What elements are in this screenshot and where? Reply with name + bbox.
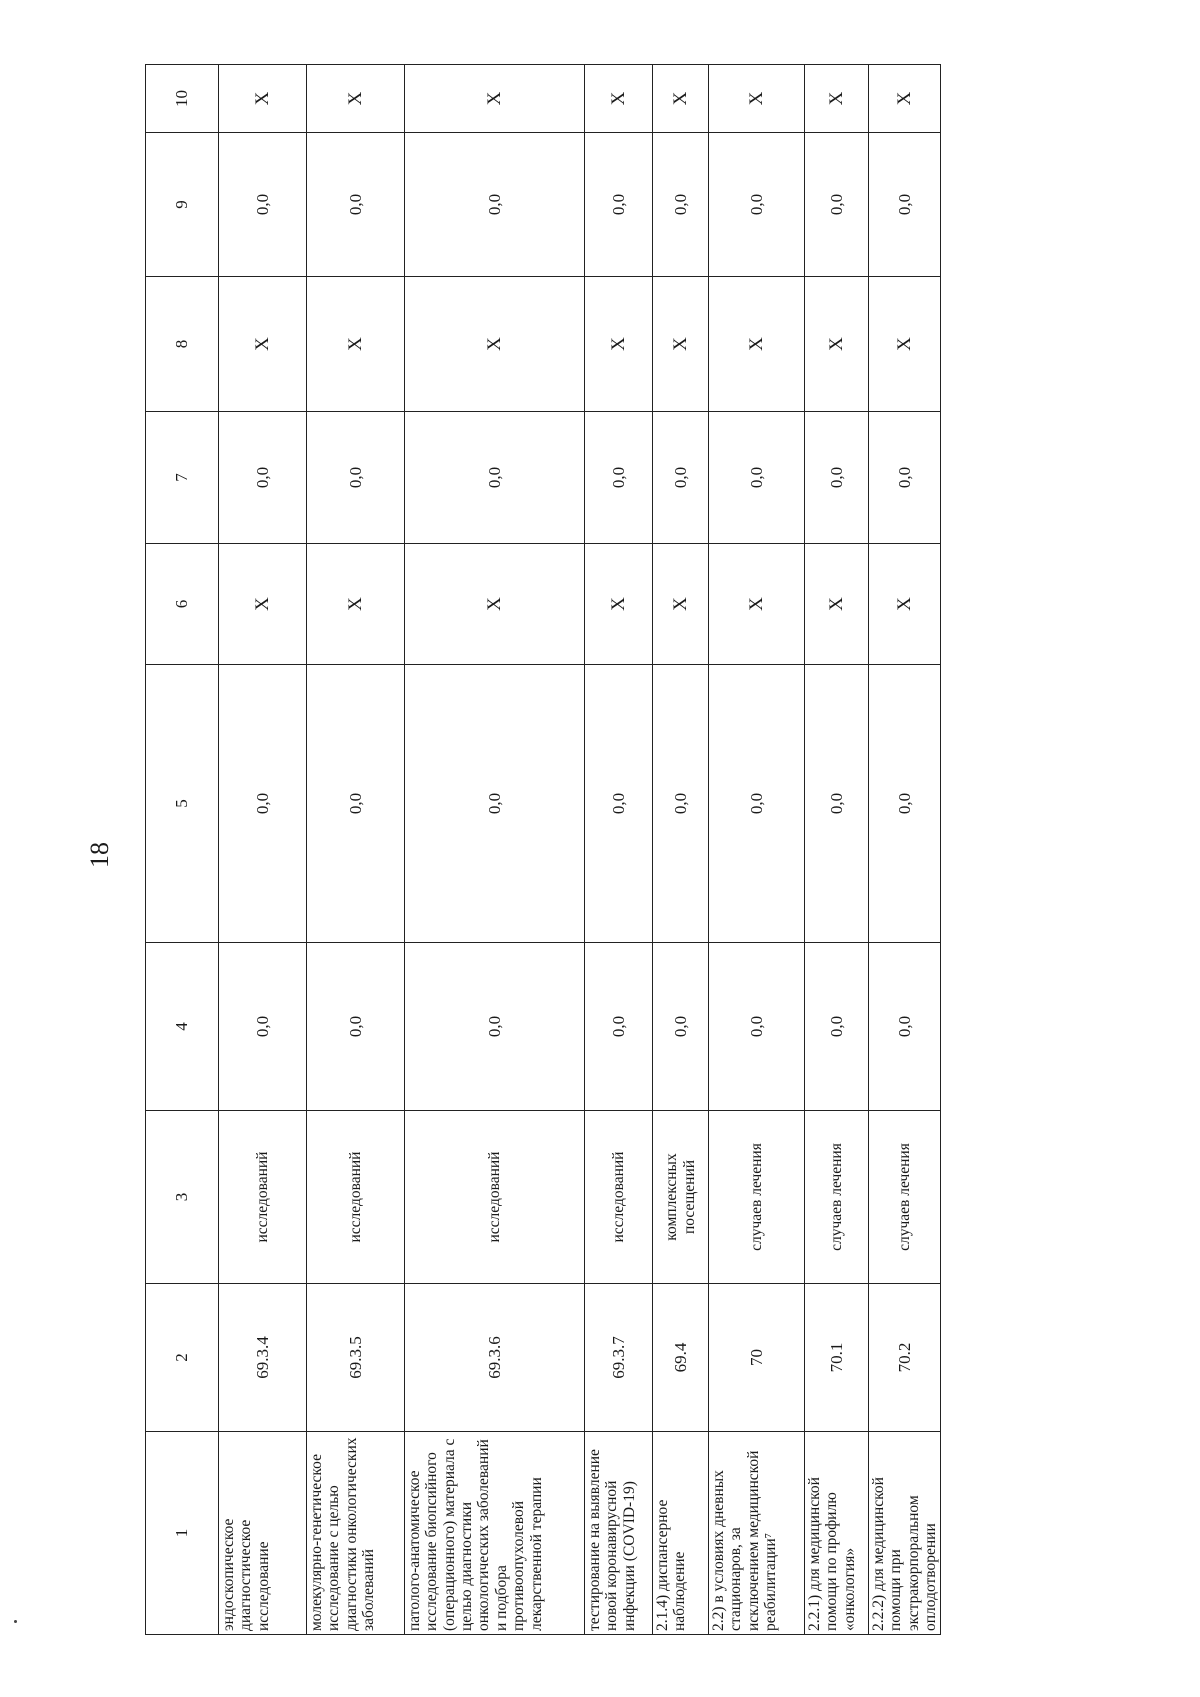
row-code: 70.2: [869, 1284, 941, 1432]
row-label: 2.2) в условиях дневных стационаров, за исключением медицинской реабилитации⁷: [709, 1432, 805, 1635]
header-row: [146, 65, 219, 1635]
cell-col6: X: [709, 544, 805, 665]
cell-col5: 0,0: [585, 665, 653, 943]
cell-col5: 0,0: [219, 665, 307, 943]
cell-col8: X: [869, 277, 941, 412]
cell-col10: X: [709, 65, 805, 133]
row-unit: исследований: [585, 1111, 653, 1284]
cell-col6: X: [585, 544, 653, 665]
cell-col9: 0,0: [405, 133, 585, 277]
cell-col7: 0,0: [219, 412, 307, 544]
cell-col5: 0,0: [307, 665, 405, 943]
table-row: [709, 65, 805, 1635]
table-row: [405, 65, 585, 1635]
col-header-6: 6: [146, 544, 219, 665]
table-container: [145, 65, 940, 1635]
cell-col5: 0,0: [805, 665, 869, 943]
cell-col10: X: [585, 65, 653, 133]
cell-col4: 0,0: [219, 943, 307, 1111]
row-code: 69.3.5: [307, 1284, 405, 1432]
cell-col9: 0,0: [709, 133, 805, 277]
row-code: 70.1: [805, 1284, 869, 1432]
row-unit: случаев лечения: [805, 1111, 869, 1284]
cell-col4: 0,0: [869, 943, 941, 1111]
row-label: 2.2.1) для медицинской помощи по профилю «онкология»: [805, 1432, 869, 1635]
table-row: [653, 65, 709, 1635]
col-header-5: 5: [146, 665, 219, 943]
row-unit: исследований: [405, 1111, 585, 1284]
row-label: патолого-анатомическое исследование биопсийного (операционного) материала с целью диагностики онкологических заболеваний и подбора противоопухолевой лекарственной терапии: [405, 1432, 585, 1635]
row-unit: комплексных посещений: [653, 1111, 709, 1284]
cell-col8: X: [307, 277, 405, 412]
cell-col9: 0,0: [585, 133, 653, 277]
row-unit: исследований: [307, 1111, 405, 1284]
cell-col9: 0,0: [653, 133, 709, 277]
row-code: 69.3.4: [219, 1284, 307, 1432]
col-header-2: 2: [146, 1284, 219, 1432]
cell-col7: 0,0: [709, 412, 805, 544]
col-header-7: 7: [146, 412, 219, 544]
row-label: эндоскопическое диагностическое исследование: [219, 1432, 307, 1635]
cell-col7: 0,0: [307, 412, 405, 544]
row-label: тестирование на выявление новой коронавирусной инфекции (COVID-19): [585, 1432, 653, 1635]
col-header-10: 10: [146, 65, 219, 133]
cell-col5: 0,0: [405, 665, 585, 943]
row-unit: случаев лечения: [709, 1111, 805, 1284]
cell-col4: 0,0: [307, 943, 405, 1111]
cell-col6: X: [805, 544, 869, 665]
row-label: 2.2.2) для медицинской помощи при экстракорпоральном оплодотворении: [869, 1432, 941, 1635]
cell-col4: 0,0: [709, 943, 805, 1111]
data-table: [145, 64, 941, 1635]
cell-col8: X: [805, 277, 869, 412]
cell-col10: X: [653, 65, 709, 133]
col-header-3: 3: [146, 1111, 219, 1284]
row-unit: исследований: [219, 1111, 307, 1284]
cell-col6: X: [869, 544, 941, 665]
row-code: 69.3.7: [585, 1284, 653, 1432]
cell-col7: 0,0: [585, 412, 653, 544]
cell-col10: X: [869, 65, 941, 133]
row-unit: случаев лечения: [869, 1111, 941, 1284]
cell-col7: 0,0: [805, 412, 869, 544]
cell-col4: 0,0: [405, 943, 585, 1111]
table-row: [869, 65, 941, 1635]
table-row: [307, 65, 405, 1635]
cell-col5: 0,0: [653, 665, 709, 943]
cell-col9: 0,0: [805, 133, 869, 277]
scan-speck: [14, 1620, 17, 1623]
cell-col5: 0,0: [709, 665, 805, 943]
col-header-9: 9: [146, 133, 219, 277]
cell-col4: 0,0: [653, 943, 709, 1111]
cell-col6: X: [653, 544, 709, 665]
row-code: 70: [709, 1284, 805, 1432]
row-code: 69.3.6: [405, 1284, 585, 1432]
cell-col4: 0,0: [805, 943, 869, 1111]
cell-col9: 0,0: [219, 133, 307, 277]
cell-col7: 0,0: [653, 412, 709, 544]
table-row: [585, 65, 653, 1635]
cell-col8: X: [585, 277, 653, 412]
cell-col5: 0,0: [869, 665, 941, 943]
cell-col7: 0,0: [405, 412, 585, 544]
cell-col8: X: [709, 277, 805, 412]
row-label: молекулярно-генетическое исследование с целью диагностики онкологических заболеваний: [307, 1432, 405, 1635]
cell-col4: 0,0: [585, 943, 653, 1111]
cell-col8: X: [219, 277, 307, 412]
page-number: 18: [85, 842, 114, 868]
row-label: 2.1.4) диспансерное наблюдение: [653, 1432, 709, 1635]
table-row: [219, 65, 307, 1635]
cell-col9: 0,0: [307, 133, 405, 277]
cell-col10: X: [219, 65, 307, 133]
cell-col10: X: [405, 65, 585, 133]
cell-col6: X: [405, 544, 585, 665]
cell-col6: X: [219, 544, 307, 665]
cell-col8: X: [405, 277, 585, 412]
col-header-8: 8: [146, 277, 219, 412]
cell-col9: 0,0: [869, 133, 941, 277]
row-code: 69.4: [653, 1284, 709, 1432]
cell-col6: X: [307, 544, 405, 665]
cell-col8: X: [653, 277, 709, 412]
cell-col7: 0,0: [869, 412, 941, 544]
cell-col10: X: [307, 65, 405, 133]
table-row: [805, 65, 869, 1635]
col-header-1: 1: [146, 1432, 219, 1635]
cell-col10: X: [805, 65, 869, 133]
col-header-4: 4: [146, 943, 219, 1111]
